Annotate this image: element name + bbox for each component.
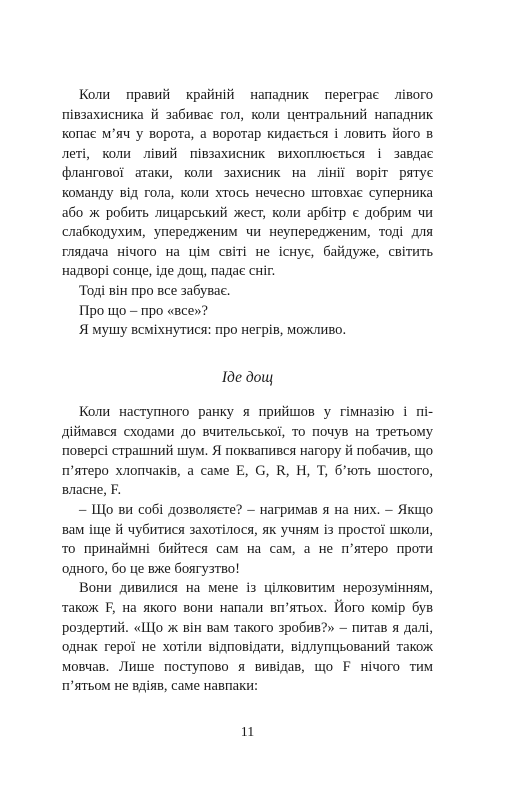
paragraph-dialogue: – Що ви собі дозволяєте? – нагримав я на них. – Якщо вам іще й чубитися захотілося, як учням із простої школи, то принаймні бийтеся сам на сам, а не п’ятеро проти одного, бо це вже боягузтво! (62, 501, 433, 577)
section-title: Іде дощ (221, 369, 274, 386)
paragraph-they-looked: Вони дивилися на мене із цілковитим нерозумінням, також F, на якого вони напали вп’ятьох. Його комір був роздертий. «Що ж він вам такого зробив?» – питав я далі, однак герої не хотіли відповідати, відлупцьований також мовчав. Лише поступово я вивідав, що F нічого тим п’ятьом не вдіяв, саме навпаки: (62, 580, 433, 695)
page-number: 11 (240, 725, 255, 740)
paragraph-forgets-everything: Тоді він про все забуває. (79, 282, 231, 299)
bottom-text-block (62, 403, 433, 697)
paragraph-about-what: Про що – про «все»? (79, 302, 208, 319)
paragraph-next-morning: Коли наступного ранку я прийшов у гімназію і підіймався сходами до вчительської, то почув на третьому поверсі страшний шум. Я поквапився нагору й побачив, що п’ятеро хлопчаків, а саме E, G, R, H, T, б’ють шостого, власне, F. (62, 404, 433, 499)
top-text-block (62, 86, 433, 341)
paragraph-smile: Я мушу всміхнутися: про негрів, можливо. (79, 322, 347, 339)
paragraph-football-scene: Коли правий крайній нападник перегрaє лівого півзахисника й забиває гол, коли центральний нападник копає м’яч у ворота, а воротар кидається і ловить його в леті, коли лівий півзахисник вихоплюється і завдає флангової атаки, коли захисник на лінії воріт рятує команду від гола, коли хтось нечесно штовхає суперника або ж робить лицарський жест, коли арбітр є добрим чи слабкодухим, упередженим чи неупередженим, тоді для глядача нічого на цім світі не існує, байдуже, світить надворі сонце, іде дощ, падає сніг. (62, 87, 433, 280)
